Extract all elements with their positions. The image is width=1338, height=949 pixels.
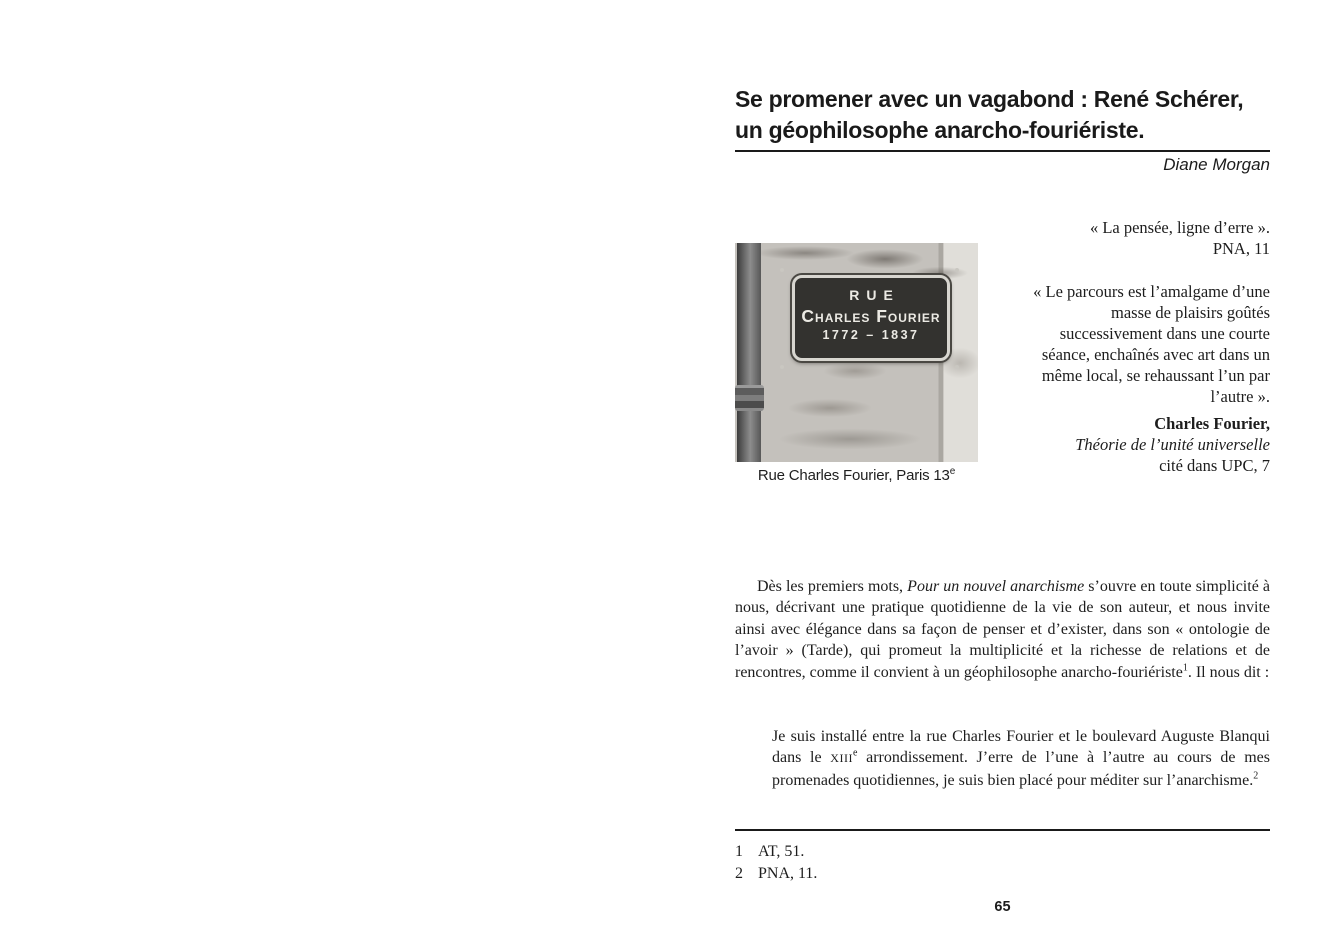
title-divider — [735, 150, 1270, 152]
sign-screw — [955, 268, 959, 272]
footnote-1 — [735, 843, 1270, 861]
sign-dates: 1772 – 1837 — [822, 328, 920, 342]
footnote-1-text: AT, 51. — [758, 843, 805, 860]
footnote-marker-2: 2 — [1253, 770, 1259, 782]
roman-numeral-smallcaps: XIII — [830, 751, 853, 766]
page-title-line-1: Se promener avec un vagabond : René Schérer, — [735, 86, 1244, 112]
photo-caption-text: Rue Charles Fourier, Paris 13 — [757, 467, 950, 484]
drainpipe-coupling — [735, 385, 764, 411]
attribution-author: Charles Fourier, — [1154, 414, 1270, 433]
body-paragraph — [735, 576, 1270, 683]
page-number: 65 — [994, 899, 1011, 915]
epigraph-attribution — [970, 413, 1270, 476]
body-text: s’ouvre en toute simplicité à nous, décrivant une pratique quotidienne de la vie de son auteur, et nous invite ainsi avec élégance dans sa façon de penser et d’exister, dans son « ontologie de l’avoir » (Tarde), qui promeut la multiplicité et la richesse de relations et de rencontres, comme il convient à un géophilosophe anarcho-fouriériste — [735, 578, 1271, 681]
attribution-citation: cité dans UPC, 7 — [1159, 456, 1270, 475]
footnote-2-number: 2 — [735, 865, 743, 882]
epigraph-first-quote: « La pensée, ligne d’erre ». — [1089, 218, 1270, 237]
body-text: . Il nous dit : — [1187, 663, 1270, 681]
footnote-divider — [735, 829, 1270, 831]
sign-word-rue: RUE — [849, 287, 900, 303]
sign-screw — [780, 365, 784, 369]
drainpipe — [737, 243, 761, 462]
footnote-1-number: 1 — [735, 843, 743, 860]
photo-caption-superscript: e — [949, 466, 956, 477]
sign-screw — [955, 365, 959, 369]
street-sign-plaque — [792, 275, 950, 361]
attribution-work-title: Théorie de l’unité universelle — [1075, 435, 1270, 454]
photo-caption — [735, 466, 978, 484]
epigraph-second-quote: « Le parcours est l’amalgame d’une masse de plaisirs goûtés successivement dans une courte séance, enchaînés avec art dans un même local, se rehaussant l’un par l’autre ». — [1033, 282, 1270, 406]
quotation-text: arrondissement. J’erre de l’une à l’autre au cours de mes promenades quotidiennes, je suis bien placé pour méditer sur l’anarchisme. — [772, 749, 1271, 789]
page-title — [735, 84, 1270, 146]
epigraph-first-source: PNA, 11 — [1212, 239, 1270, 258]
page-content-column — [735, 0, 1270, 949]
block-quotation — [772, 726, 1270, 791]
street-sign-photo — [735, 243, 978, 462]
footnote-2-text: PNA, 11. — [758, 865, 818, 882]
footnote-marker-1: 1 — [1182, 662, 1188, 674]
page-title-line-2: un géophilosophe anarcho-fouriériste. — [735, 117, 1145, 143]
ordinal-superscript: e — [852, 748, 858, 760]
body-text: Dès les premiers mots, — [757, 578, 908, 595]
sign-street-name: Charles Fourier — [801, 306, 941, 326]
footnote-2 — [735, 865, 1270, 883]
epigraph-first — [970, 217, 1270, 259]
sign-screw — [780, 268, 784, 272]
book-title-italic: Pour un nouvel anarchisme — [907, 578, 1085, 595]
author-name: Diane Morgan — [1163, 155, 1270, 174]
quotation-text: Je suis installé entre la rue Charles Fourier et le boulevard Auguste Blanqui dans le — [772, 728, 1270, 767]
